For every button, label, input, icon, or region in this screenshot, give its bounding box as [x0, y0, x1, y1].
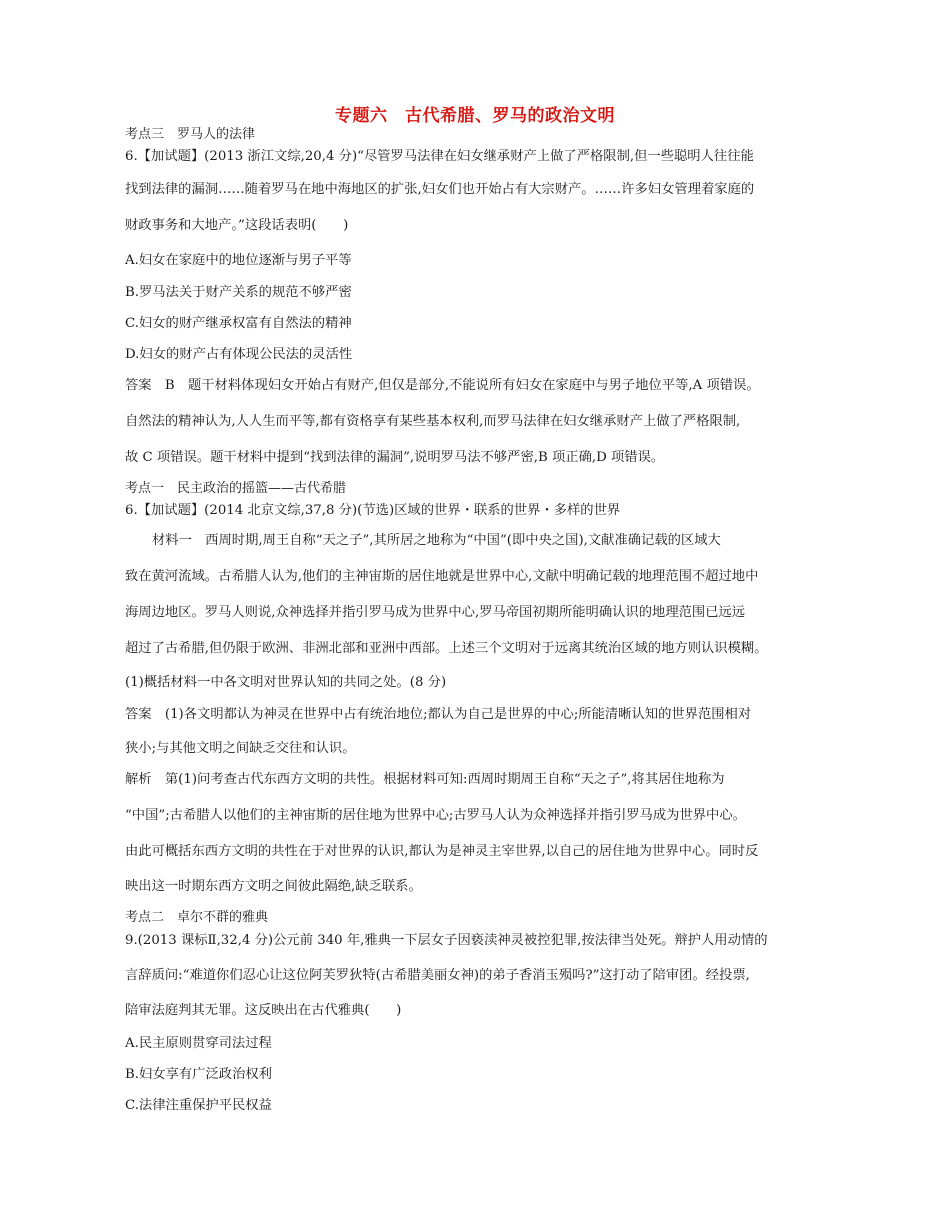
question-text: 陪审法庭判其无罪。这反映出在古代雅典( ): [125, 1003, 402, 1018]
material-text: 海周边地区。罗马人则说,众神选择并指引罗马成为世界中心,罗马帝国初期所能明确认识的地理范围已远远: [125, 605, 746, 620]
document-title: 专题六 古代希腊、罗马的政治文明: [335, 106, 615, 126]
material-text: 超过了古希腊,但仍限于欧洲、非洲北部和亚洲中西部。上述三个文明对于远离其统治区域的地方则认识模糊。: [125, 641, 768, 656]
question-text: 6.【加试题】(2013 浙江文综,20,4 分)“尽管罗马法律在妇女继承财产上做了严格限制,但一些聪明人往往能: [125, 149, 754, 164]
material-text: 材料一 西周时期,周王自称“天之子”,其所居之地称为“中国”(即中央之国),文献准确记载的区域大: [152, 533, 721, 548]
question-text: 言辞质问:“难道你们忍心让这位阿芙罗狄特(古希腊美丽女神)的弟子香消玉殒吗?”这打动了陪审团。经投票,: [125, 968, 750, 983]
analysis-text: 映出这一时期东西方文明之间彼此隔绝,缺乏联系。: [125, 879, 422, 894]
material-text: 致在黄河流域。古希腊人认为,他们的主神宙斯的居住地就是世界中心,文献中明确记载的地理范围不超过地中: [125, 569, 759, 584]
analysis-text: 解析 第(1)问考查古代东西方文明的共性。根据材料可知:西周时期周王自称“天之子”,将其居住地称为: [125, 772, 725, 787]
option-a: A.妇女在家庭中的地位逐渐与男子平等: [125, 253, 352, 268]
sub-question: (1)概括材料一中各文明对世界认知的共同之处。(8 分): [125, 675, 447, 690]
section-heading: 考点二 卓尔不群的雅典: [125, 910, 269, 925]
question-text: 财政事务和大地产。”这段话表明( ): [125, 218, 349, 233]
option-d: D.妇女的财产占有体现公民法的灵活性: [125, 347, 353, 362]
option-c: C.法律注重保护平民权益: [125, 1098, 272, 1113]
option-b: B.罗马法关于财产关系的规范不够严密: [125, 285, 352, 300]
section-heading: 考点一 民主政治的摇篮——古代希腊: [125, 481, 347, 496]
answer-text: 狭小;与其他文明之间缺乏交往和认识。: [125, 741, 356, 756]
question-text: 9.(2013 课标Ⅱ,32,4 分)公元前 340 年,雅典一下层女子因亵渎神灵被控犯罪,按法律当处死。辩护人用动情的: [125, 933, 768, 948]
analysis-text: 由此可概括东西方文明的共性在于对世界的认识,都认为是神灵主宰世界,以自己的居住地为世界中心。同时反: [125, 844, 759, 859]
analysis-text: “中国”;古希腊人以他们的主神宙斯的居住地为世界中心;古罗马人认为众神选择并指引罗马成为世界中心。: [125, 808, 746, 823]
answer-text: 答案 B 题干材料体现妇女开始占有财产,但仅是部分,不能说所有妇女在家庭中与男子地位平等,A 项错误。: [125, 378, 760, 393]
answer-text: 故 C 项错误。题干材料中提到“找到法律的漏洞”,说明罗马法不够严密,B 项正确,D 项错误。: [125, 450, 665, 465]
question-text: 6.【加试题】(2014 北京文综,37,8 分)(节选)区域的世界・联系的世界・多样的世界: [125, 503, 621, 518]
question-text: 找到法律的漏洞……随着罗马在地中海地区的扩张,妇女们也开始占有大宗财产。……许多妇女管理着家庭的: [125, 182, 755, 197]
section-heading: 考点三 罗马人的法律: [125, 127, 256, 142]
option-b: B.妇女享有广泛政治权利: [125, 1067, 272, 1082]
option-a: A.民主原则贯穿司法过程: [125, 1036, 272, 1051]
answer-text: 自然法的精神认为,人人生而平等,都有资格享有某些基本权利,而罗马法律在妇女继承财产上做了严格限制,: [125, 414, 741, 429]
answer-text: 答案 (1)各文明都认为神灵在世界中占有统治地位;都认为自己是世界的中心;所能清晰认知的世界范围相对: [125, 707, 752, 722]
option-c: C.妇女的财产继承权富有自然法的精神: [125, 316, 352, 331]
